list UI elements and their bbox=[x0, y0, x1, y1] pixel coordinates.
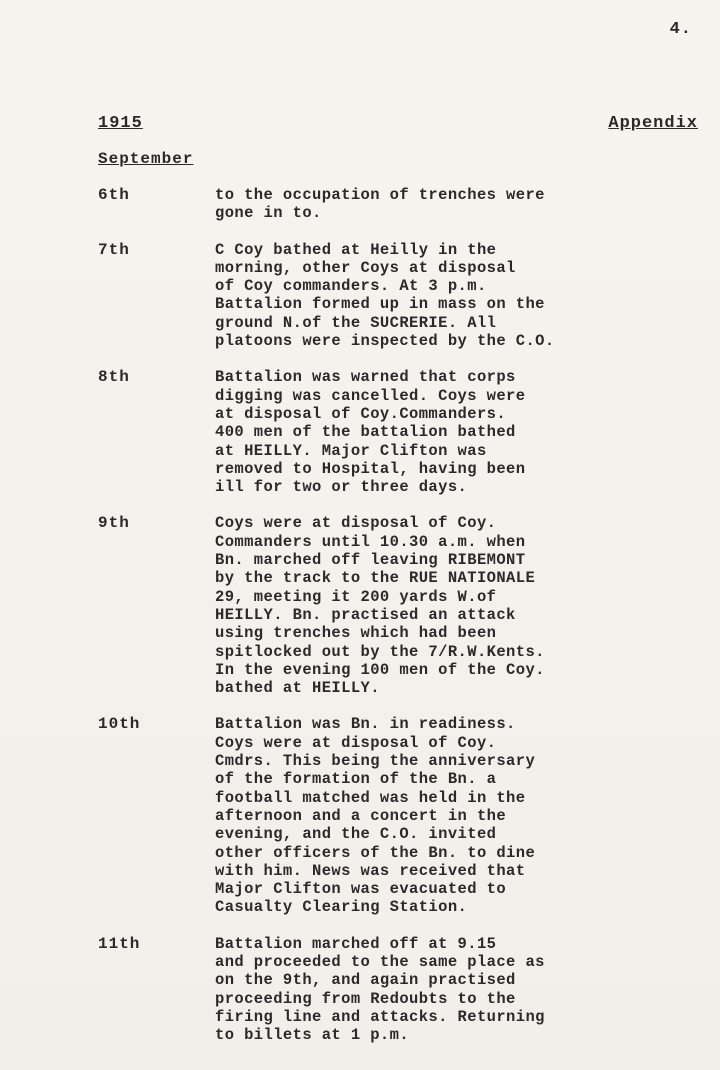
entry-text: to the occupation of trenches were gone in to. bbox=[215, 186, 545, 223]
diary-entry bbox=[0, 514, 720, 697]
entry-date: 6th bbox=[98, 186, 130, 204]
entry-date: 9th bbox=[98, 514, 130, 533]
diary-entries bbox=[0, 186, 720, 1062]
entry-date: 11th bbox=[98, 934, 141, 953]
entry-date: 8th bbox=[98, 368, 130, 387]
entry-text: Battalion was warned that corps digging was cancelled. Coys were at disposal of Coy.Commanders. 400 men of the battalion bathed at HEILLY. Major Clifton was removed to Hospital, having been ill for two or three days. bbox=[215, 368, 526, 497]
month-heading: September bbox=[98, 150, 194, 168]
entry-text: C Coy bathed at Heilly in the morning, other Coys at disposal of Coy commanders. At 3 p.m. Battalion formed up in mass on the ground N.of the SUCRERIE. All platoons were inspected by the C.O. bbox=[215, 240, 555, 351]
diary-entry bbox=[0, 368, 720, 496]
page-number: 4. bbox=[669, 20, 692, 39]
year-heading: 1915 bbox=[98, 114, 143, 133]
appendix-heading: Appendix bbox=[608, 114, 698, 133]
diary-entry bbox=[0, 715, 720, 916]
diary-entry bbox=[0, 241, 720, 351]
entry-date: 7th bbox=[98, 240, 130, 259]
entry-text: Coys were at disposal of Coy. Commanders until 10.30 a.m. when Bn. marched off leaving RIBEMONT by the track to the RUE NATIONALE 29, meeting it 200 yards W.of HEILLY. Bn. practised an attack using trenches which had been spitlocked out by the 7/R.W.Kents. In the evening 100 men of the Coy. bathed at HEILLY. bbox=[215, 514, 545, 698]
diary-entry bbox=[0, 935, 720, 1045]
entry-text: Battalion was Bn. in readiness. Coys were at disposal of Coy. Cmdrs. This being the anniversary of the formation of the Bn. a football matched was held in the afternoon and a concert in the evening, and the C.O. invited other officers of the Bn. to dine with him. News was received that Major Clifton was evacuated to Casualty Clearing Station. bbox=[215, 715, 536, 917]
entry-date: 10th bbox=[98, 715, 141, 734]
diary-entry bbox=[0, 186, 720, 223]
entry-text: Battalion marched off at 9.15 and proceeded to the same place as on the 9th, and again practised proceeding from Redoubts to the firing line and attacks. Returning to billets at 1 p.m. bbox=[215, 934, 545, 1045]
